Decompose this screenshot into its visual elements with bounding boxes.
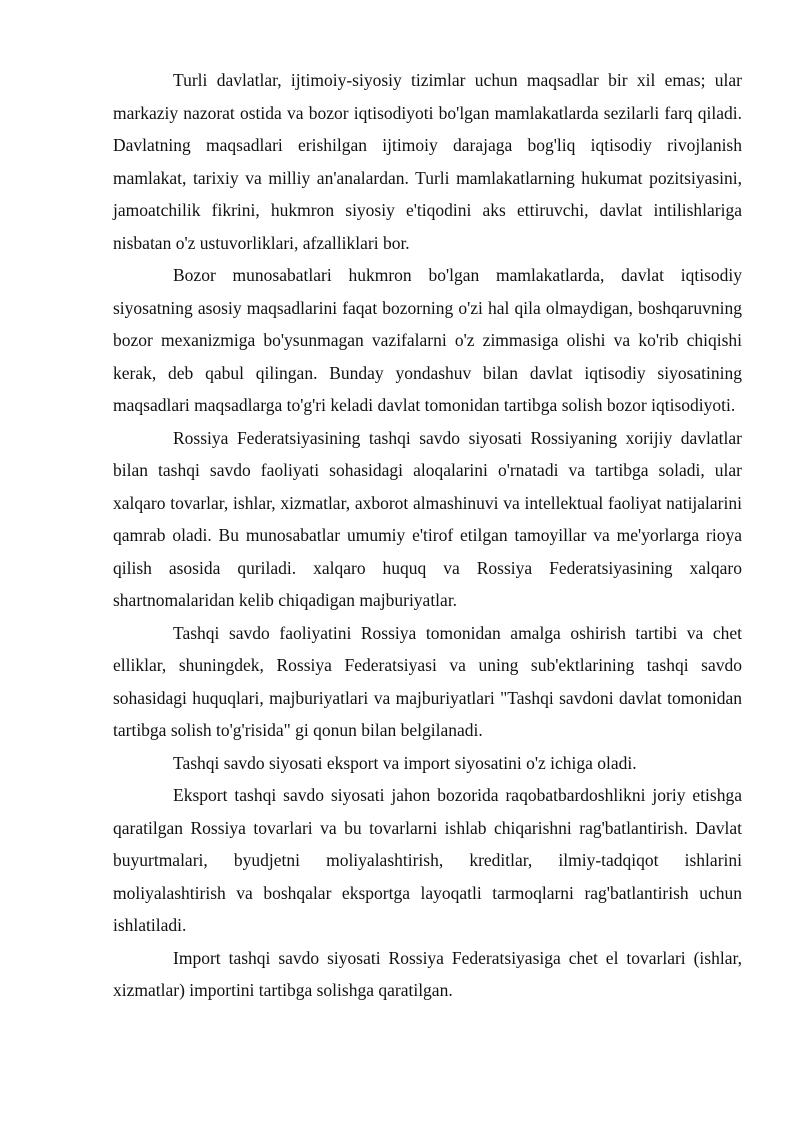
paragraph: Eksport tashqi savdo siyosati jahon bozorida raqobatbardoshlikni joriy etishga qaratilgan Rossiya tovarlari va bu tovarlarni ishlab chiqarishni rag'batlantirish. Davlat buyurtmalari, byudjetni moliyalashtirish, kreditlar, ilmiy-tadqiqot ishlarini moliyalashtirish va boshqalar eksportga layoqatli tarmoqlarni rag'batlantirish uchun ishlatiladi. xyxy=(113,785,742,935)
paragraph: Tashqi savdo siyosati eksport va import siyosatini o'z ichiga oladi. xyxy=(173,752,637,773)
document-page xyxy=(113,64,742,1007)
paragraph: Bozor munosabatlari hukmron bo'lgan mamlakatlarda, davlat iqtisodiy siyosatning asosiy maqsadlarini faqat bozorning o'zi hal qila olmaydigan, boshqaruvning bozor mexanizmiga bo'ysunmagan vazifalarni o'z zimmasiga olishi va ko'rib chiqishi kerak, deb qabul qilingan. Bunday yondashuv bilan davlat iqtisodiy siyosatining maqsadlari maqsadlarga to'g'ri keladi davlat tomonidan tartibga solish bozor iqtisodiyoti. xyxy=(113,265,742,415)
paragraph: Import tashqi savdo siyosati Rossiya Federatsiyasiga chet el tovarlari (ishlar, xizmatlar) importini tartibga solishga qaratilgan. xyxy=(113,947,742,1000)
paragraph: Turli davlatlar, ijtimoiy-siyosiy tizimlar uchun maqsadlar bir xil emas; ular markaziy nazorat ostida va bozor iqtisodiyoti bo'lgan mamlakatlarda sezilarli farq qiladi. Davlatning maqsadlari erishilgan ijtimoiy darajaga bog'liq iqtisodiy rivojlanish mamlakat, tarixiy va milliy an'analardan. Turli mamlakatlarning hukumat pozitsiyasini, jamoatchilik fikrini, hukmron siyosiy e'tiqodini aks ettiruvchi, davlat intilishlariga nisbatan o'z ustuvorliklari, afzalliklari bor. xyxy=(113,70,742,253)
paragraph: Rossiya Federatsiyasining tashqi savdo siyosati Rossiyaning xorijiy davlatlar bilan tashqi savdo faoliyati sohasidagi aloqalarini o'rnatadi va tartibga soladi, ular xalqaro tovarlar, ishlar, xizmatlar, axborot almashinuvi va intellektual faoliyat natijalarini qamrab oladi. Bu munosabatlar umumiy e'tirof etilgan tamoyillar va me'yorlarga rioya qilish asosida quriladi. xalqaro huquq va Rossiya Federatsiyasining xalqaro shartnomalaridan kelib chiqadigan majburiyatlar. xyxy=(113,427,742,610)
paragraph: Tashqi savdo faoliyatini Rossiya tomonidan amalga oshirish tartibi va chet elliklar, shuningdek, Rossiya Federatsiyasi va uning sub'ektlarining tashqi savdo sohasidagi huquqlari, majburiyatlari va majburiyatlari "Tashqi savdoni davlat tomonidan tartibga solish to'g'risida" gi qonun bilan belgilanadi. xyxy=(113,622,742,740)
